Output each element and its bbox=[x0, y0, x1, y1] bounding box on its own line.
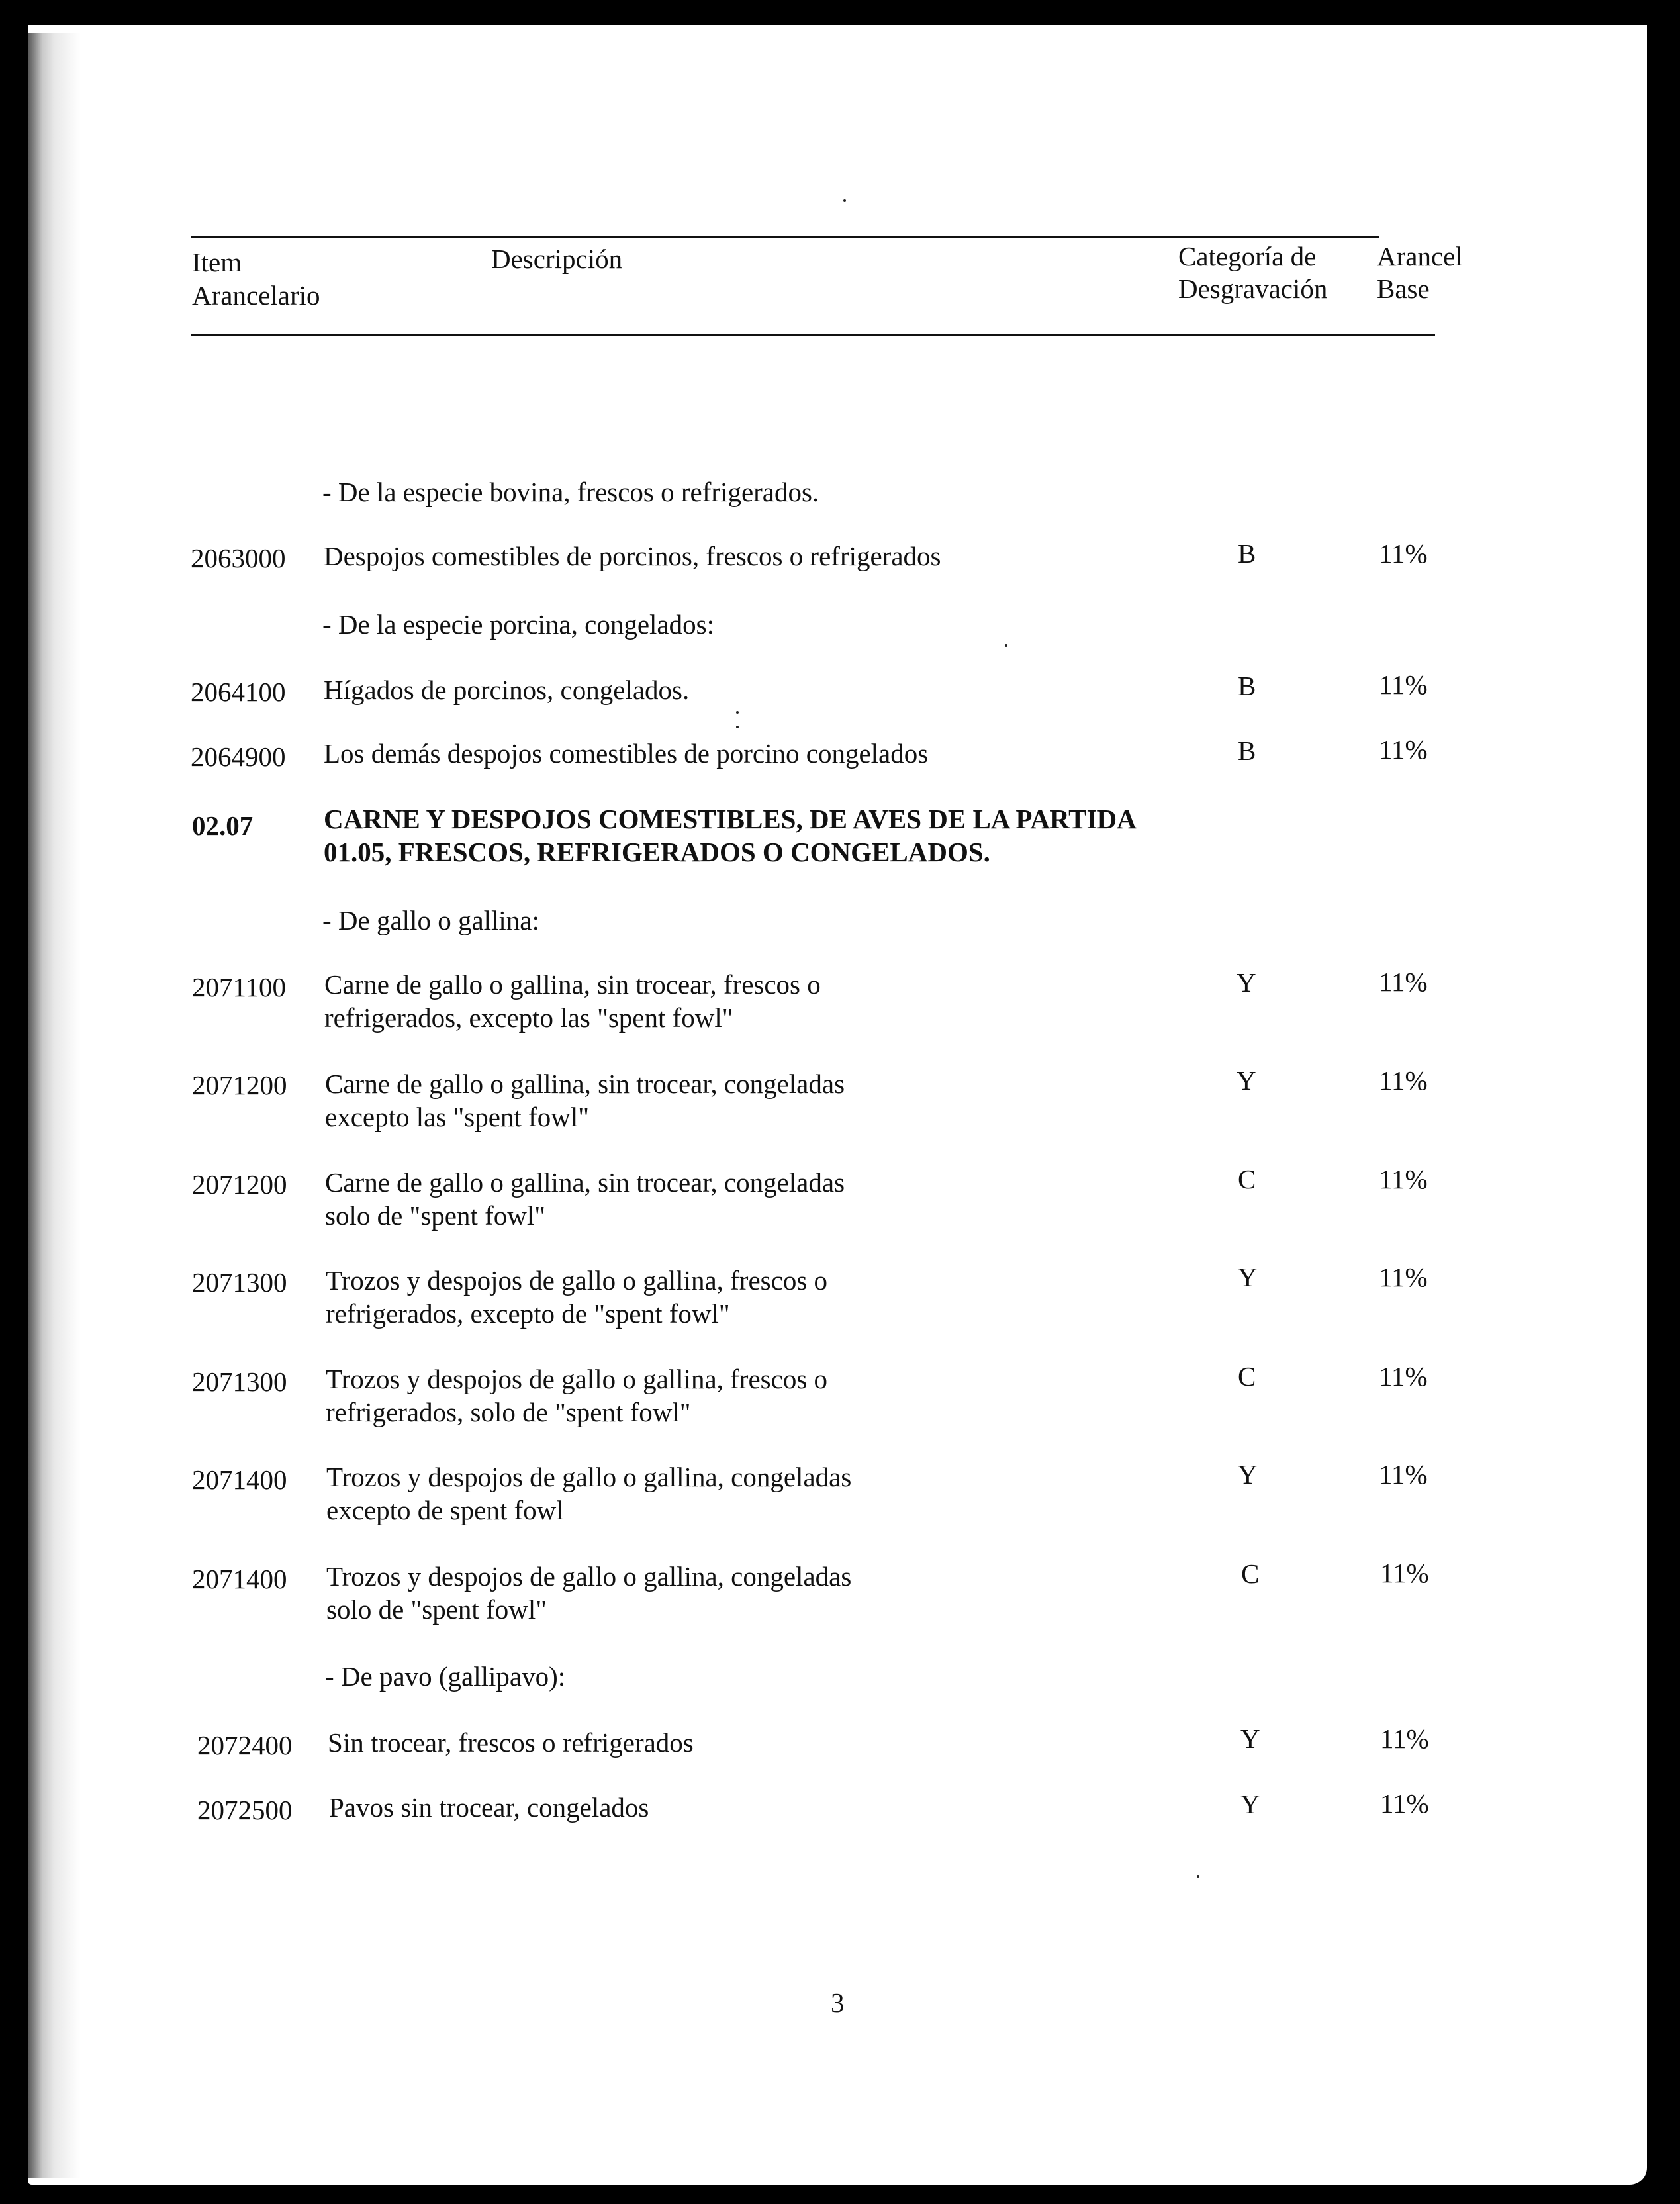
row-category: C bbox=[1241, 1558, 1260, 1589]
row-description: Pavos sin trocear, congelados bbox=[329, 1792, 649, 1823]
row-code: 2071300 bbox=[192, 1366, 287, 1397]
row-category: Y bbox=[1240, 1723, 1260, 1754]
header-categoria-line2: Desgravación bbox=[1178, 273, 1328, 304]
row-base-rate: 11% bbox=[1379, 1361, 1428, 1392]
scan-speck bbox=[1197, 1875, 1199, 1878]
header-arancel-line2: Base bbox=[1377, 273, 1430, 304]
row-code: 2072500 bbox=[197, 1795, 293, 1825]
document-page bbox=[28, 25, 1647, 2185]
scan-speck bbox=[736, 711, 739, 714]
header-top-rule bbox=[191, 236, 1379, 238]
row-base-rate: 11% bbox=[1379, 538, 1428, 569]
page-number: 3 bbox=[831, 1988, 845, 2018]
subheading-porcina: - De la especie porcina, congelados: bbox=[322, 609, 714, 640]
row-base-rate: 11% bbox=[1379, 669, 1428, 700]
row-category: B bbox=[1238, 736, 1256, 766]
row-category: Y bbox=[1237, 1065, 1256, 1096]
row-code: 2072400 bbox=[197, 1730, 293, 1760]
subheading-gallina: - De gallo o gallina: bbox=[322, 905, 539, 935]
row-base-rate: 11% bbox=[1380, 1788, 1429, 1819]
header-bottom-rule bbox=[191, 334, 1435, 336]
row-base-rate: 11% bbox=[1379, 1065, 1428, 1096]
row-description-line2: refrigerados, excepto de "spent fowl" bbox=[326, 1298, 730, 1329]
row-description-line2: refrigerados, solo de "spent fowl" bbox=[326, 1397, 691, 1427]
row-code: 2064900 bbox=[191, 742, 286, 772]
row-category: Y bbox=[1238, 1262, 1258, 1292]
row-description: Hígados de porcinos, congelados. bbox=[324, 675, 690, 705]
row-code: 2064100 bbox=[191, 677, 286, 707]
row-base-rate: 11% bbox=[1379, 734, 1428, 765]
row-code: 2071300 bbox=[192, 1267, 287, 1298]
heading-line1: CARNE Y DESPOJOS COMESTIBLES, DE AVES DE LA PARTIDA bbox=[324, 804, 1137, 834]
row-category: Y bbox=[1237, 967, 1256, 998]
header-categoria-line1: Categoría de bbox=[1178, 241, 1317, 271]
row-description: Los demás despojos comestibles de porcino congelados bbox=[324, 738, 929, 769]
row-description: Despojos comestibles de porcinos, frescos o refrigerados bbox=[324, 541, 941, 571]
row-description-line1: Trozos y despojos de gallo o gallina, congeladas bbox=[326, 1462, 852, 1492]
row-base-rate: 11% bbox=[1379, 967, 1428, 997]
row-category: C bbox=[1238, 1164, 1256, 1194]
scan-speck bbox=[736, 726, 739, 728]
row-code: 2071100 bbox=[192, 972, 286, 1002]
row-base-rate: 11% bbox=[1380, 1723, 1429, 1754]
row-base-rate: 11% bbox=[1379, 1459, 1428, 1490]
header-item-line1: Item bbox=[192, 247, 242, 277]
row-category: Y bbox=[1240, 1789, 1260, 1819]
row-description-line2: solo de "spent fowl" bbox=[326, 1594, 547, 1625]
header-descripcion: Descripción bbox=[491, 244, 623, 274]
row-description-line1: Trozos y despojos de gallo o gallina, frescos o bbox=[326, 1364, 828, 1394]
row-description: Sin trocear, frescos o refrigerados bbox=[328, 1727, 694, 1758]
row-category: Y bbox=[1238, 1459, 1258, 1490]
header-arancel-line1: Arancel bbox=[1377, 241, 1463, 271]
subheading-bovina: - De la especie bovina, frescos o refrigerados. bbox=[322, 477, 819, 507]
header-item-line2: Arancelario bbox=[192, 280, 320, 311]
row-base-rate: 11% bbox=[1379, 1164, 1428, 1194]
row-base-rate: 11% bbox=[1379, 1262, 1428, 1292]
row-code: 2071200 bbox=[192, 1070, 287, 1100]
row-description-line1: Trozos y despojos de gallo o gallina, frescos o bbox=[326, 1265, 828, 1296]
row-description-line2: excepto las "spent fowl" bbox=[325, 1102, 589, 1132]
row-code: 2071400 bbox=[192, 1464, 287, 1495]
row-description-line1: Carne de gallo o gallina, sin trocear, congeladas bbox=[325, 1069, 845, 1099]
row-code: 2071200 bbox=[192, 1169, 287, 1200]
heading-line2: 01.05, FRESCOS, REFRIGERADOS O CONGELADOS. bbox=[324, 837, 990, 867]
row-category: C bbox=[1238, 1361, 1256, 1392]
row-description-line2: refrigerados, excepto las "spent fowl" bbox=[324, 1002, 733, 1033]
scan-speck bbox=[843, 199, 846, 202]
heading-code: 02.07 bbox=[192, 810, 254, 841]
row-category: B bbox=[1238, 538, 1256, 569]
row-description-line2: solo de "spent fowl" bbox=[325, 1200, 545, 1231]
scan-binding-edge bbox=[28, 33, 81, 2178]
scan-speck bbox=[1005, 644, 1007, 647]
row-code: 2071400 bbox=[192, 1564, 287, 1594]
row-description-line1: Trozos y despojos de gallo o gallina, congeladas bbox=[326, 1561, 852, 1592]
row-code: 2063000 bbox=[191, 543, 286, 573]
row-description-line1: Carne de gallo o gallina, sin trocear, frescos o bbox=[324, 969, 821, 1000]
row-category: B bbox=[1238, 671, 1256, 701]
subheading-pavo: - De pavo (gallipavo): bbox=[325, 1661, 566, 1692]
row-description-line1: Carne de gallo o gallina, sin trocear, congeladas bbox=[325, 1167, 845, 1198]
row-base-rate: 11% bbox=[1380, 1558, 1429, 1588]
row-description-line2: excepto de spent fowl bbox=[326, 1495, 564, 1525]
